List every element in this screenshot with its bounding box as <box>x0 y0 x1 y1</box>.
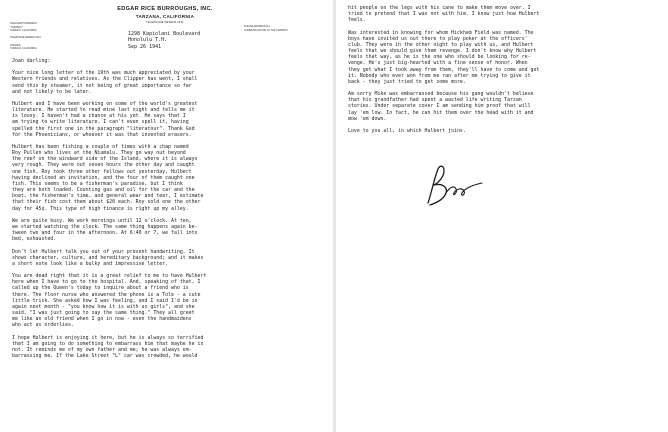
letterhead-left-line: TELEPHONE RESEDA 2431 <box>10 36 41 40</box>
letter-body-page-2 <box>348 5 666 140</box>
letterhead-city: TARZANA, CALIFORNIA <box>135 14 195 19</box>
letterhead-right-column <box>244 25 324 32</box>
paragraph: Don't let Hulbert talk you out of your present handwriting. It shows character, culture, and hereditary background; and it makes a short note look like a bulky and impressive letter. <box>12 248 204 267</box>
letterhead-left-line: TELEGRAPH ADDRESS: <box>10 22 38 25</box>
paragraph: Hulbert has been fishing a couple of times with a chap named Roy Pullen who lives at the Niumalu. They go way out beyond the reef on the windward side of the Island, where it is always very rough. They were out seven hours the other day and caught one fish. Roy took three other fellows out yesterday, Hulbert having declined an invitation, and the four of them caught one fish. This seems to be a fisherman's paradise, but I think they are both loaded. Counting gas and oil for the car and the boat, the fisherman's time, and general wear and tear, I estimate that their fish cost them about $20 each. Roy sold one the other day for 45¢. This type of high finance is right up my alley. <box>12 144 204 212</box>
letterhead-left-line: OFFICES: <box>10 43 22 47</box>
letterhead-telephone: TELEPHONE RESEDA 2431 <box>146 20 184 24</box>
letterhead-left-line: "TARZANA" <box>10 25 23 29</box>
paragraph: hit people on the legs with his cane to make them move over. I tried to pretend that I was not with him. I know just how Hulbert feels. <box>348 5 540 24</box>
handwritten-signature <box>422 163 486 209</box>
sender-address <box>128 31 238 50</box>
address-line: 1298 Kapiolani Boulevard <box>128 31 201 37</box>
paragraph: Hulbert and I have been working on some of the world's greatest literature. He started to read mine last night and tells me it is lousy. I haven't had a chance at his yet. He says that I am trying to write literature. I can't even spell it, having spelled the first one in the paragraph "literatour". Thank God for the Phoenicians, or whoever it was that invented erasers. <box>12 100 198 138</box>
letter-page-1 <box>0 0 333 432</box>
letterhead-left-column <box>10 22 68 51</box>
letter-page-2 <box>336 0 668 432</box>
paragraph: We are quite busy. We work mornings until 12 o'clock. At ten, we started watching the clock. The same thing happens again be- tween two and four in the afternoon. At 6:40 or 7, we fall into bed, exhausted. <box>12 217 198 243</box>
paragraph: Your nice long letter of the 19th was much appreciated by your Western friends and relatives. As the Clipper has went, I shall send this by steamer, it not being of great importance so far and not likely to be later. <box>12 70 198 95</box>
paragraph: Was interested in knowing for whom Hickham Field was named. The boys have invited us out there to play poker at the officers' club. They were in the other night to play with us, and Hulbert feels that we should give them revenge. I don't know why Hulbert feels that way, as he is the one who should be looking for re- venge. He's just big-hearted with a fine sense of honor. When they get what I took away from them, they'll have to come and get it. Nobody who ever won from me ran after me trying to give it back - they just tried to get some more. <box>348 29 540 85</box>
letter-body-page-1 <box>12 58 330 365</box>
paragraph: You are dead right that it is a great relief to me to have Hulbert here when I have to go to the hospital. And, speaking of that, I called up the Queen's today to inquire about a friend who is there. The floor nurse who answered the phone is a Tole - a cute little trick. She asked how I was feeling, and I said I'd be in again next month - "you know how it is with us girls", and she said, "I was just going to say the same thing." They all greet me like an old friend when I go in now - even the handmaidens who act as orderlies. <box>12 273 207 329</box>
paragraph: Love to you all, in which Hulbert joins. <box>348 127 466 134</box>
paragraph: Am sorry Mike was embarrassed because his gang wouldn't believe that his grandfather had spent a wasted life writing Tarzan stories. Under separate cover I am sending him proof that will lay 'em low. In fact, he can hit them over the head with it and mow 'em down. <box>348 91 534 122</box>
letterhead-left-line: TARZANA, CALIFORNIA <box>10 47 37 51</box>
address-line: Honolulu T.H. <box>128 37 168 44</box>
letterhead-right-line: COMMUNICATIONS TO THE COMPANY <box>244 28 289 32</box>
letter-date: Sep 26 1941 <box>128 43 162 50</box>
letterhead-left-line: TARZANA, CALIFORNIA <box>10 29 37 33</box>
letterhead-right-line: PLEASE ADDRESS ALL <box>244 25 271 28</box>
paragraph: I hope Hulbert is enjoying it here, but he is always so terrified that I am going to do something to embarrass him that maybe he is not. It reminds me of my own father and me; he was always em- barrassing me. If the Lake Street "L" car was crowded, he would <box>12 334 204 360</box>
salutation: Joan darling: <box>12 58 51 64</box>
letterhead-company: EDGAR RICE BURROUGHS, INC. <box>117 6 213 12</box>
letterhead <box>95 6 235 24</box>
